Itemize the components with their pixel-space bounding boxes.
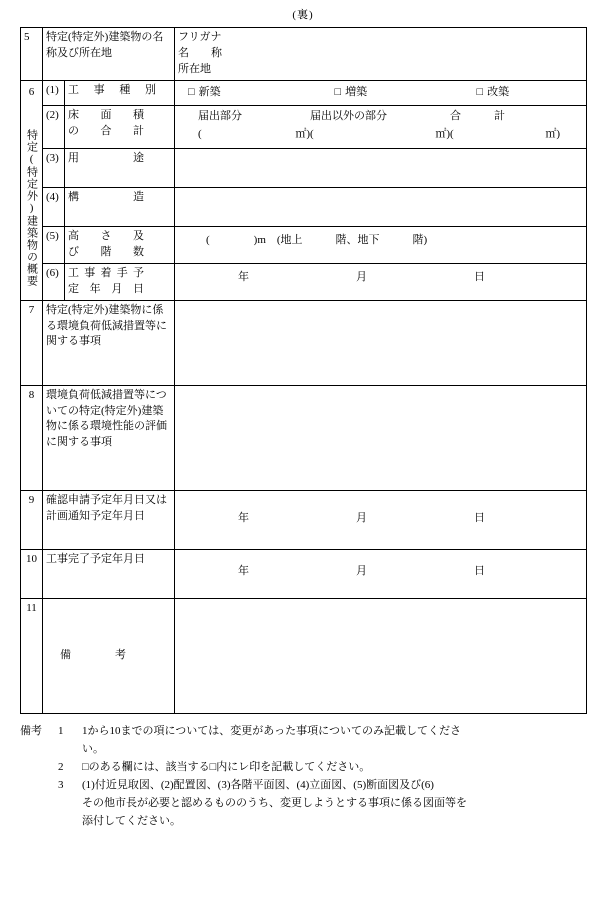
page-header-label: (裏)	[292, 9, 314, 21]
row-value-5[interactable]	[175, 28, 587, 81]
address-label: 所在地	[178, 62, 212, 75]
row-value-6-2[interactable]	[175, 105, 587, 148]
row-number-11: 11	[21, 598, 43, 713]
area-value-todokede[interactable]: ( ㎡)	[198, 127, 311, 140]
row-number-7: 7	[21, 300, 43, 385]
checkbox-label-kaichiku: 改築	[487, 85, 510, 98]
spacer	[58, 813, 82, 830]
sub-number-6-5: (5)	[43, 226, 65, 263]
month-label: 月	[356, 270, 368, 283]
row-value-7[interactable]	[175, 300, 587, 385]
section-vertical-label	[21, 80, 43, 300]
note-index-2: 2	[58, 760, 64, 773]
row-label-9: 確認申請予定年月日又は計画通知予定年月日	[43, 490, 175, 549]
sub-label-6-2: 床 面 積 の 合 計	[65, 105, 175, 148]
table-row-6-4	[21, 187, 587, 226]
row-value-6-5[interactable]	[175, 226, 587, 263]
row-value-8[interactable]	[175, 385, 587, 490]
day-label: 日	[474, 270, 486, 283]
note-item-1-cont	[20, 741, 590, 758]
table-row-5	[21, 28, 587, 81]
notes-section	[20, 723, 590, 830]
checkbox-icon[interactable]: □	[476, 85, 484, 98]
row-label-5: 特定(特定外)建築物の名称及び所在地	[43, 28, 175, 81]
spacer	[58, 741, 82, 758]
name-label: 名 称	[178, 46, 223, 59]
table-row-11	[21, 598, 587, 713]
spacer	[20, 759, 58, 776]
notification-form-table	[20, 27, 587, 714]
row-label-11: 備 考	[43, 598, 175, 713]
sub-label-6-6: 工事着手予 定年月日	[65, 263, 175, 300]
sub-label-6-5: 高 さ 及 び 階 数	[65, 226, 175, 263]
row-value-6-1[interactable]	[175, 80, 587, 105]
sub-number-6-2: (2)	[43, 105, 65, 148]
table-row-6-3	[21, 148, 587, 187]
table-row-6-6	[21, 263, 587, 300]
sub-label-6-3: 用 途	[65, 148, 175, 187]
row-number-5: 5	[21, 28, 43, 81]
checkbox-icon[interactable]: □	[188, 85, 195, 98]
area-value-igai[interactable]: ( ㎡)	[310, 127, 451, 140]
table-row-6-1	[21, 80, 587, 105]
row-value-10[interactable]	[175, 549, 587, 598]
checkbox-kaichiku[interactable]	[476, 85, 583, 101]
table-row-6-5	[21, 226, 587, 263]
spacer	[20, 795, 58, 812]
furigana-label: フリガナ	[178, 31, 222, 43]
note-item-2	[20, 759, 590, 776]
spacer	[20, 741, 58, 758]
sub-number-6-4: (4)	[43, 187, 65, 226]
year-label: 年	[238, 511, 250, 524]
table-row-6-2	[21, 105, 587, 148]
area-header-igai: 届出以外の部分	[310, 109, 388, 122]
row-value-6-6[interactable]	[175, 263, 587, 300]
sub-label-6-1: 工事種別	[65, 80, 175, 105]
note-item-1	[20, 723, 590, 740]
spacer	[20, 777, 58, 794]
height-floors-value: ( )m (地上 階、地下 階)	[206, 233, 428, 246]
sub-number-6-3: (3)	[43, 148, 65, 187]
note-text-2-line1: □のある欄には、該当する□内にレ印を記載してください。	[82, 760, 371, 773]
note-text-3-line1: (1)付近見取図、(2)配置図、(3)各階平面図、(4)立面図、(5)断面図及び(6)	[82, 778, 434, 791]
table-row-8	[21, 385, 587, 490]
month-label: 月	[356, 511, 368, 524]
table-row-7	[21, 300, 587, 385]
checkbox-label-zouchiku: 増築	[345, 85, 368, 98]
note-text-3-line2: その他市長が必要と認めるもののうち、変更しようとする事項に係る図面等を	[82, 796, 467, 809]
table-row-9	[21, 490, 587, 549]
row-number-8: 8	[21, 385, 43, 490]
row-value-6-3[interactable]	[175, 148, 587, 187]
day-label: 日	[474, 511, 486, 524]
row-label-10: 工事完了予定年月日	[43, 549, 175, 598]
row-value-6-4[interactable]	[175, 187, 587, 226]
sub-number-6-6: (6)	[43, 263, 65, 300]
note-item-3	[20, 777, 590, 794]
month-label: 月	[356, 564, 368, 577]
area-value-goukei[interactable]: ( ㎡)	[450, 127, 561, 140]
note-item-3-cont2	[20, 813, 590, 830]
row-number-10: 10	[21, 549, 43, 598]
checkbox-shinchiku[interactable]	[188, 85, 334, 101]
note-index-3: 3	[58, 778, 64, 791]
spacer	[20, 813, 58, 830]
area-header-goukei: 合 計	[450, 109, 506, 122]
note-text-3-line3: 添付してください。	[82, 814, 181, 827]
row-label-7: 特定(特定外)建築物に係る環境負荷低減措置等に関する事項	[43, 300, 175, 385]
note-text-1-line2: い。	[82, 742, 104, 755]
checkbox-label-shinchiku: 新築	[198, 85, 221, 98]
year-label: 年	[238, 564, 250, 577]
row-number-6: 6	[28, 85, 35, 98]
table-row-10	[21, 549, 587, 598]
row-label-8: 環境負荷低減措置等についての特定(特定外)建築物に係る環境性能の評価に関する事項	[43, 385, 175, 490]
checkbox-zouchiku[interactable]	[334, 85, 476, 101]
checkbox-icon[interactable]: □	[334, 85, 342, 98]
note-text-1-line1: 1から10までの項については、変更があった事項についてのみ記載してくださ	[82, 724, 461, 737]
sub-label-6-4: 構 造	[65, 187, 175, 226]
section-vertical-text: 特定(特定外)建築物の概要	[25, 129, 38, 288]
day-label: 日	[474, 564, 486, 577]
row-number-9: 9	[21, 490, 43, 549]
note-index-1: 1	[58, 724, 64, 737]
spacer	[58, 795, 82, 812]
area-header-todokede: 届出部分	[198, 109, 243, 122]
year-label: 年	[238, 270, 250, 283]
notes-heading: 備考	[20, 724, 42, 737]
sub-number-6-1: (1)	[43, 80, 65, 105]
note-item-3-cont1	[20, 795, 590, 812]
row-value-9[interactable]	[175, 490, 587, 549]
row-value-11[interactable]	[175, 598, 587, 713]
